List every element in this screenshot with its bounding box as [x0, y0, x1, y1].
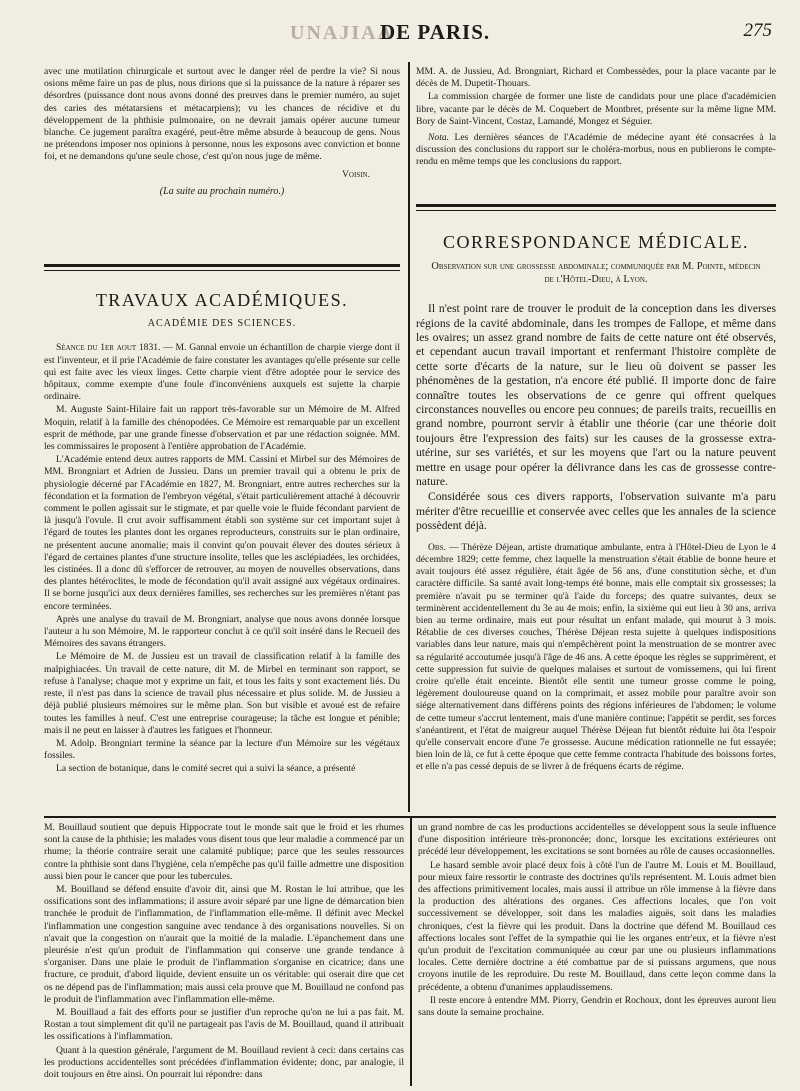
author-signature: Voisin.: [342, 168, 370, 180]
travaux-academiques-section: [44, 280, 400, 808]
left-top-article: [44, 66, 400, 250]
bottom-left-column: [44, 822, 404, 1084]
bottom-right-column: [418, 822, 776, 1084]
section-title: CORRESPONDANCE MÉDICALE.: [442, 232, 750, 252]
journal-title: DE PARIS.: [380, 20, 491, 44]
section-divider: [44, 264, 400, 267]
paragraph: Le Mémoire de M. de Jussieu est un travail de classification relatif à la famille des malpighiacées. Un travail de cette nature, dit M. de Mirbel en terminant son rapport, se refuse à l'analyse; chaque mot y exprime un fait, et tous les faits y sont exactement liés. Du reste, il n'est pas dans la science de travail plus nécessaire et plus solide. M. de Jussieu a déjà publié plusieurs mémoires sur le même plan. Son but visible et avoué est de refaire toutes les familles à neuf. C'est une entreprise courageuse; la tâche est longue et pénible; mais il ne peut en laisser à d'autres les fatigues et l'honneur.: [44, 651, 400, 736]
page-number: 275: [743, 20, 772, 41]
paragraph: MM. A. de Jussieu, Ad. Brongniart, Richard et Combessèdes, pour la place vacante par le décès de M. Dupetit-Thouars.: [416, 66, 776, 90]
subsection-title: ACADÉMIE DES SCIENCES.: [147, 318, 297, 330]
paragraph: Le hasard semble avoir placé deux fois à côté l'un de l'autre M. Louis et M. Bouillaud, pour mieux faire ressortir le contraste des doctrines qu'ils représentent. M. Louis admet bien des affections primitivement locales, mais aussi il attribue un rôle immense à la fièvre dans la production des altérations des organes. Ces affections locales, que l'on voit successivement se développer, soit dans les maladies aiguës, soit dans les maladies chroniques, c'est la fièvre qui les produit. Dans la doctrine que défend M. Bouillaud ces affections locales sont l'effet de la sympathie qui lie les organes entr'eux, et la fièvre n'est qu'un produit de l'excitation communiquée au cœur par une ou plusieurs inflammations locales. Cette dernière doctrine a été combattue par de si puissans argumens, que nous croyons inutile de les reproduire. Du reste M. Bouillaud, dans cette leçon comme dans la précédente, a obtenu d'unanimes applaudissemens.: [418, 859, 776, 993]
paragraph: M. Auguste Saint-Hilaire fait un rapport très-favorable sur un Mémoire de M. Alfred Moquin, relatif à la famille des chénopodées. Ce Mémoire est remarquable par un excellent esprit de méthode, par une grande finesse d'observation et par une rédaction soignée. MM. les commissaires le proposent à l'entière approbation de l'Académie.: [44, 404, 400, 453]
paragraph: M. Adolp. Brongniart termine la séance par la lecture d'un Mémoire sur les végétaux fossiles.: [44, 737, 400, 762]
obs-label: Obs.: [428, 541, 446, 553]
paragraph: Considérée sous ces divers rapports, l'observation suivante m'a paru mériter d'être recueillie et conservée avec celles que les annales de la science possèdent déjà.: [416, 490, 776, 533]
paragraph-text: — M. Gannal envoie un échantillon de charpie vierge dont il est l'inventeur, et il prie l'Académie de faire constater les avantages qu'elle présente sur celle qui est faite avec les vieux linges. Cette charpie vient d'être adoptée pour le service des hôpitaux, comme exempte d'une foule d'inconvéniens auxquels est sujette la charpie ordinaire.: [44, 342, 400, 403]
paragraph: La section de botanique, dans le comité secret qui a suivi la séance, a présenté: [56, 763, 356, 775]
correspondance-medicale-section: [416, 220, 776, 808]
nota-label: Nota.: [428, 132, 450, 144]
observation-title: Observation sur une grossesse abdominale; communiquée par M. Pointe, médecin de l'Hôtel-Dieu, à Lyon.: [431, 261, 761, 286]
paragraph-text: Les dernières séances de l'Académie de médecine ayant été consacrées à la discussion des conclusions du rapport sur le choléra-morbus, nous en publierons le compte-rendu en même temps que les conclusions du rapport.: [416, 132, 776, 168]
paragraph: L'Académie entend deux autres rapports de MM. Cassini et Mirbel sur des Mémoires de MM. Brongniart et Adrien de Jussieu. Dans un premier travail qui a obtenu le prix de physiologie décerné par l'Académie en 1827, M. Brongniart, entre autres recherches sur la fécondation et la formation de l'embryon végétal, s'était particulièrement attaché à découvrir comment le pollen agissait sur le stigmate, et par quelle voie le fluide fécondant parvient de là jusqu'à l'ovule. Il crut avoir suffisamment établi son système sur cet important sujet à l'égard de toutes les plantes dont les organes reproducteurs, construits sur le plan ordinaire, ne présentent aucune anomalie; mais il convint qu'on pouvait élever des doutes sérieux à l'égard de certaines plantes d'une structure insolite, telles que les asclépiadées, les orchidées, les cistinées. Il a donc dû s'efforcer de retrouver, au moyen de nouvelles observations, dans des plantes hétéroclites, le mode de fécondation qu'il avait assigné aux végétaux ordinaires. Il se borne jusqu'ici aux deux dernières familles, ses recherches sur les premières n'étant pas encore terminées.: [44, 454, 400, 612]
section-divider: [44, 270, 400, 271]
page-header: [40, 16, 782, 48]
paragraph-text: — Thérèze Déjean, artiste dramatique ambulante, entra à l'Hôtel-Dieu de Lyon le 4 décembre 1829; cette femme, chez laquelle la menstruation s'était établie de bonne heure et avait toujours été assez régulière, était âgée de 56 ans, d'une constitution sèche, et d'un caractère difficile. Sa santé avait long-temps été bonne, mais elle comptait six grossesses; la première n'avait pu se terminer qu'à l'aide du forceps; des quatre suivantes, deux se terminèrent accidentellement du 3e au 4e mois; enfin, la sixième qui eut lieu à 30 ans, arriva bien au terme ordinaire, mais eut pour résultat un enfant malade, qui mourut à 3 mois. Rétablie de ces diverses couches, Thérèse Déjean resta sujette à quelques indispositions variables dans leur nature, mais qui n'empêchèrent point la menstruation de se montrer avec sa régularité accoutumée jusqu'à l'âge de 46 ans. A cette époque les règles se supprimèrent, et cette suppression fut suivie de quelques malaises et surtout de vomissemens, qui lui firent croire qu'elle était enceinte. Bientôt elle sentit une tumeur grosse comme le poing, légèrement douloureuse quand on la comprimait, et assez mobile pour paraître avoir son siége alternativement dans différens points des régions inférieures de l'abdomen; le volume de cette tumeur s'accrut lentement, mais d'une manière continue; l'appétit se perdit, ses forces s'anéantirent, et l'état de maigreur auquel Thérèse Déjean fut bientôt réduite lui ôta l'espoir qu'elle conservait encore d'une 7e grossesse. Aucune médication rationnelle ne fut essayée; bien loin de là, ce fut à cette époque que cette femme contracta l'habitude des boissons fortes, et elle n'a pas cessé depuis de se livrer à de fréquens écarts de régime.: [416, 541, 776, 773]
paragraph: [416, 132, 776, 169]
paragraph: M. Bouillaud se défend ensuite d'avoir dit, ainsi que M. Rostan le lui attribue, que les ossifications sont des inflammations; il assure avoir séparé par une ligne de démarcation bien tranchée le produit de l'inflammation, de l'inflammation elle-même. Il définit avec Meckel l'inflammation une congestion sanguine avec tendance à des organisations nouvelles. Si on n'avait que la congestion on n'aurait que la moitié de la maladie. L'épanchement dans une pleurésie n'est qu'un produit de l'inflammation qui conserve une grande tendance à s'organiser. Dans une plaie le produit de l'inflammation s'organise en cicatrice; dans une fracture, ce produit, d'abord liquide, devient ensuite un os véritable: qui oserait dire que cet os ne dépend pas de l'inflammation; mais aussi cela prouve que M. Bouillaud ne confond pas le produit de l'inflammation avec l'inflammation elle-même.: [44, 884, 404, 1005]
bleed-through-text: UNAJIAA: [290, 22, 394, 44]
section-divider: [416, 204, 776, 207]
paragraph: Il reste encore à entendre MM. Piorry, Gendrin et Rochoux, dont les épreuves auront lieu sans doute la semaine prochaine.: [418, 994, 776, 1019]
paragraph: M. Bouillaud a fait des efforts pour se justifier d'un reproche qu'on ne lui a pas fait. M. Rostan a tout simplement dit qu'il ne partageait pas l'avis de M. Bouillaud, quand il attribuait les ossifications à l'inflammation.: [44, 1007, 404, 1043]
section-title: TRAVAUX ACADÉMIQUES.: [95, 290, 349, 310]
section-divider: [416, 210, 776, 211]
right-top-article: [416, 66, 776, 184]
paragraph: Il n'est point rare de trouver le produit de la conception dans les diverses régions de la cavité abdominale, dans les trompes de Fallope, et même dans les ovaires; un assez grand nombre de faits de cette nature ont été observés, et cependant aucun travail important et renfermant l'histoire complète de cette sorte d'écarts de la nature, sur le lieu où doivent se passer les phénomènes de la gestation, n'a encore été publié. Il importe donc de faire connaître toutes les observations de ce genre qui offrent quelques circonstances nouvelles ou encore peu connues; de pareils traits, recueillis en grand nombre, pourront servir à établir une théorie (car une théorie doit toujours être l'expression des faits) sur les causes de la grossesse extra-utérine, sur ses variétés, et sur les moyens que l'art ou la nature peuvent mettre en usage pour opérer la délivrance dans les cas de grossesse contre-nature.: [416, 302, 776, 489]
paragraph: [44, 342, 400, 403]
column-divider: [408, 62, 410, 812]
paragraph: [416, 542, 776, 774]
paragraph: La commission chargée de former une liste de candidats pour une place d'académicien libre, vacante par le décès de M. Coquebert de Montbret, présente sur la même ligne MM. Bory de Saint-Vincent, Costaz, Lamandé, Mongez et Séguier.: [416, 91, 776, 127]
continued-note: (La suite au prochain numéro.): [159, 185, 285, 197]
column-divider: [410, 818, 412, 1086]
paragraph: Après une analyse du travail de M. Brongniart, analyse que nous avons donnée lorsque l'auteur a lu son Mémoire, M. le rapporteur conclut à ce qu'il soit inséré dans le Recueil des Mémoires des savans étrangers.: [44, 613, 400, 650]
paragraph: avec une mutilation chirurgicale et surtout avec le danger réel de perdre la vie? Si nous osions même faire un pas de plus, nous dirions que si la puissance de la nature à réparer ses désordres (puissance dont nous avons donné des preuves dans le premier numéro, au sujet des caries des métatarsiens et métacarpiens); vu les chances de récidive et du développement de la phthisie pulmonaire, on ne devrait jamais opérer aucune tumeur blanche. Ce jugement paraîtra exagéré, peut-être même absurde à beaucoup de gens. Nous ne prétendons imposer nos opinions à personne, nous les exposons avec conviction et bonne foi, et ne demandons qu'une seule chose, c'est qu'on nous juge de même.: [44, 66, 400, 163]
intro-text: [416, 302, 776, 534]
paragraph: Quant à la question générale, l'argument de M. Bouillaud revient à ceci: dans certains cas les productions accidentelles sont précédées d'inflammation évidente; donc, par analogie, il doit toujours en être ainsi. On pourrait lui répondre: dans: [44, 1044, 404, 1081]
paragraph: un grand nombre de cas les productions accidentelles se développent sous la seule influence d'une disposition intérieure très-prononcée; donc, lorsque les excitations extérieures ont précédé leur développement, les excitations se sont bornées au rôle de causes occasionnelles.: [418, 822, 776, 858]
paragraph: M. Bouillaud soutient que depuis Hippocrate tout le monde sait que le froid et les rhumes sont la cause de la phthisie; les malades vous disent tous que leur maladie a commencé par un rhume; la théorie contraire serait une calamité publique; parce que les seules ressources contre la phthisie sont dans l'hygiène, cela n'empêche pas qu'il faille admettre une disposition aussi bien pour le cancer que pour les tubercules.: [44, 822, 404, 882]
seance-label: Séance du 1er aout 1831.: [56, 342, 161, 354]
